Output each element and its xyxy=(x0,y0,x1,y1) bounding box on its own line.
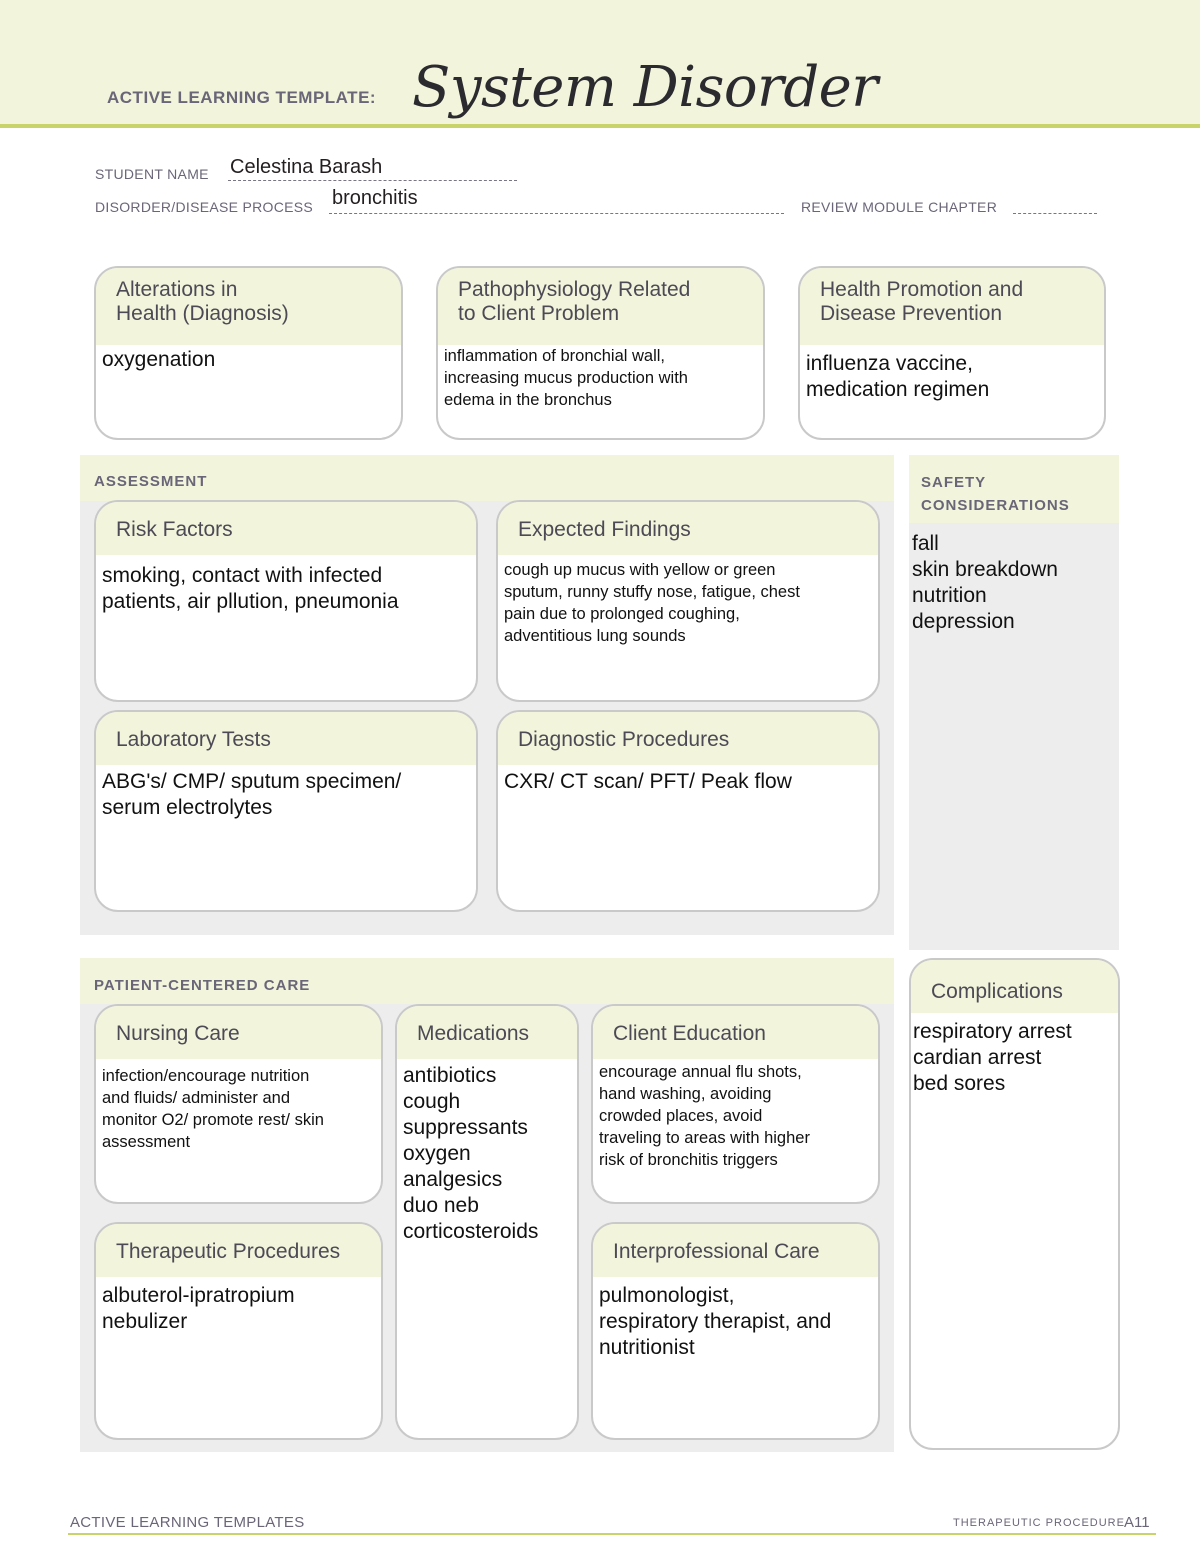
expected-findings-title: Expected Findings xyxy=(498,502,878,555)
student-name-line xyxy=(228,180,517,181)
diagnostic-procedures-body[interactable]: CXR/ CT scan/ PFT/ Peak flow xyxy=(504,770,792,793)
therapeutic-procedures-title: Therapeutic Procedures xyxy=(96,1224,381,1277)
student-name-value[interactable]: Celestina Barash xyxy=(230,156,383,178)
disorder-label: DISORDER/DISEASE PROCESS xyxy=(95,199,314,215)
safety-panel xyxy=(909,455,1119,950)
student-name-label: STUDENT NAME xyxy=(95,166,209,182)
health-promotion-title: Health Promotion and Disease Prevention xyxy=(800,268,1104,345)
expected-findings-card xyxy=(496,500,880,702)
header-rule xyxy=(0,124,1200,128)
interprofessional-care-body[interactable]: pulmonologist, respiratory therapist, and nutritionist xyxy=(599,1284,832,1359)
footer-right: THERAPEUTIC PROCEDURE xyxy=(953,1517,1125,1529)
nursing-care-card xyxy=(94,1004,383,1204)
complications-body[interactable]: respiratory arrest cardian arrest bed sores xyxy=(913,1020,1072,1095)
therapeutic-procedures-body[interactable]: albuterol-ipratropium nebulizer xyxy=(102,1284,295,1333)
safety-title: SAFETY CONSIDERATIONS xyxy=(921,474,1070,514)
review-module-line[interactable] xyxy=(1013,213,1097,214)
footer-rule xyxy=(68,1533,1156,1535)
client-education-title: Client Education xyxy=(593,1006,878,1059)
footer-page-number: A11 xyxy=(1124,1514,1150,1531)
template-label: ACTIVE LEARNING TEMPLATE: xyxy=(107,88,377,107)
nursing-care-title: Nursing Care xyxy=(96,1006,381,1059)
assessment-title: ASSESSMENT xyxy=(94,473,208,490)
alterations-card xyxy=(94,266,403,440)
lab-tests-card xyxy=(94,710,478,912)
nursing-care-body[interactable]: infection/encourage nutrition and fluids/ administer and monitor O2/ promote rest/ skin assessment xyxy=(102,1067,324,1151)
medications-title: Medications xyxy=(397,1006,577,1059)
expected-findings-body[interactable]: cough up mucus with yellow or green sputum, runny stuffy nose, fatigue, chest pain due to prolonged coughing, adventitious lung sounds xyxy=(504,561,800,645)
interprofessional-care-card xyxy=(591,1222,880,1440)
alterations-title: Alterations in Health (Diagnosis) xyxy=(96,268,401,345)
disorder-line xyxy=(329,213,784,214)
disorder-value[interactable]: bronchitis xyxy=(332,187,418,209)
lab-tests-body[interactable]: ABG's/ CMP/ sputum specimen/ serum electrolytes xyxy=(102,770,402,819)
diagnostic-procedures-card xyxy=(496,710,880,912)
interprofessional-care-title: Interprofessional Care xyxy=(593,1224,878,1277)
footer-left: ACTIVE LEARNING TEMPLATES xyxy=(70,1514,305,1531)
diagnostic-procedures-title: Diagnostic Procedures xyxy=(498,712,878,765)
pathophysiology-title: Pathophysiology Related to Client Problem xyxy=(438,268,763,345)
client-education-card xyxy=(591,1004,880,1204)
risk-factors-body[interactable]: smoking, contact with infected patients, air pllution, pneumonia xyxy=(102,564,399,613)
pathophysiology-body[interactable]: inflammation of bronchial wall, increasing mucus production with edema in the bronchus xyxy=(444,347,688,409)
safety-list[interactable]: fall skin breakdown nutrition depression xyxy=(912,532,1058,633)
health-promotion-body[interactable]: influenza vaccine, medication regimen xyxy=(806,352,990,401)
medications-card xyxy=(395,1004,579,1440)
complications-title: Complications xyxy=(911,960,1118,1013)
review-module-label: REVIEW MODULE CHAPTER xyxy=(801,199,998,215)
client-education-body[interactable]: encourage annual flu shots, hand washing, avoiding crowded places, avoid traveling to areas with higher risk of bronchitis triggers xyxy=(599,1063,810,1169)
complications-card xyxy=(909,958,1120,1450)
lab-tests-title: Laboratory Tests xyxy=(96,712,476,765)
therapeutic-procedures-card xyxy=(94,1222,383,1440)
risk-factors-title: Risk Factors xyxy=(96,502,476,555)
patient-care-title: PATIENT-CENTERED CARE xyxy=(94,977,311,994)
risk-factors-card xyxy=(94,500,478,702)
health-promotion-card xyxy=(798,266,1106,440)
alterations-body[interactable]: oxygenation xyxy=(102,348,216,371)
pathophysiology-card xyxy=(436,266,765,440)
template-title: System Disorder xyxy=(412,55,878,120)
medications-body[interactable]: antibiotics cough suppressants oxygen analgesics duo neb corticosteroids xyxy=(403,1064,539,1243)
